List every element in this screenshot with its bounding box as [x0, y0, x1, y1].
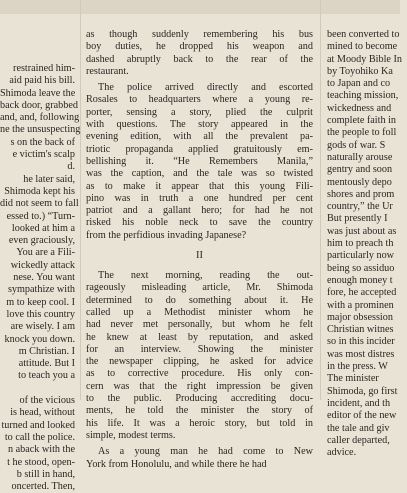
text-line: his life. It was a heroic story, but told in [86, 417, 313, 429]
paragraph-2 [86, 82, 313, 242]
text-line: caller departed, [327, 434, 390, 446]
text-line: to the public. Producing accrediting docu- [86, 393, 313, 405]
text-line: incident, and th [327, 397, 391, 409]
text-line: The minister [327, 373, 379, 385]
text-line: the people to foll [327, 127, 397, 139]
text-line: back door, grabbed [0, 99, 78, 111]
left-gutter [80, 0, 81, 400]
text-line: Christian witnes [327, 324, 394, 336]
text-line: restrained him- [13, 63, 75, 74]
text-line: oncerted. Then, [11, 481, 75, 493]
text-line: major obsession [327, 311, 393, 323]
text-line: by Toyohiko Ka [327, 65, 393, 77]
text-line: did not seem to fall [0, 198, 79, 210]
text-line: evening edition, with all the prevalent pa- [86, 131, 313, 143]
text-line: called up a Methodist minister whom he [86, 306, 313, 318]
text-line: shores and prom [327, 188, 395, 200]
text-line: risked his noble neck to save the country [86, 217, 313, 229]
text-line: for an interview. Showing the minister [86, 343, 313, 355]
text-line: advice. [327, 447, 357, 459]
text-line: m to keep cool. I [6, 296, 75, 308]
text-line: been converted to [327, 29, 400, 40]
text-line: York from Honolulu, and while there he had [86, 458, 267, 470]
text-line: sympathize with [7, 284, 75, 296]
text-line: As a young man he had come to New [98, 446, 313, 458]
text-line: he later said, [23, 173, 75, 185]
text-line: and, and, following [0, 112, 80, 124]
text-line: patriot and a gallant hero; for had he not [86, 205, 313, 217]
text-line: is head, without [10, 407, 75, 419]
text-line: pino was in truth a one hundred per cent [86, 192, 313, 204]
text-line: knock you down. [4, 333, 75, 345]
text-line: as though suddenly remembering his bus [86, 29, 313, 40]
text-line: nese. You want [13, 272, 75, 284]
text-line: turned and looked [1, 419, 75, 431]
text-line: ne the unsuspecting [0, 124, 81, 136]
text-line: to teach you a [18, 370, 75, 382]
left-page-text-column [0, 0, 81, 493]
text-line: attitude. But I [18, 358, 75, 370]
right-gutter [320, 0, 321, 400]
text-line: Shimoda kept his [4, 185, 75, 197]
text-line [0, 383, 75, 395]
text-line: he knew at least by reputation, and asked [86, 331, 313, 343]
text-line: d. [67, 161, 75, 173]
text-line: n aback with the [7, 444, 75, 456]
text-line: The next morning, reading the out- [98, 270, 313, 282]
text-line: being so assiduo [327, 262, 395, 274]
text-line: mentously depo [327, 176, 392, 188]
text-line: country,” the Ur [327, 201, 393, 213]
text-line: ments, he told the minister the story of [86, 405, 313, 417]
text-line: Shimoda leave the [0, 87, 76, 99]
text-line: as to make it appear that this young Fili- [86, 180, 313, 192]
text-line: Rosales to headquarters where a young re- [86, 94, 313, 106]
text-line: aid paid his bill. [9, 75, 75, 87]
text-line: of the vicious [19, 395, 75, 407]
text-line: are wisely. I am [10, 321, 75, 333]
paragraph-3 [86, 270, 313, 442]
text-line: to call the police. [4, 431, 75, 443]
paragraph-1 [86, 29, 313, 78]
text-line: complete faith in [327, 115, 397, 127]
text-line: rageously misleading article, Mr. Shimoda [86, 282, 313, 294]
text-line: Shimoda, go first [327, 385, 398, 397]
text-line: gods of war. S [327, 139, 386, 151]
text-line: m Christian. I [18, 345, 75, 357]
text-line: porter, sensing a story, plied the culprit [86, 106, 313, 118]
text-line: mined to become [327, 41, 398, 53]
text-line: b still in hand, [16, 468, 75, 480]
text-line: cern was that the right impression be given [86, 380, 313, 392]
text-line: bellishing it. “He Remembers Manila,” [86, 155, 313, 167]
text-line: fore, he accepted [327, 287, 397, 299]
text-line: even graciously, [8, 235, 75, 247]
text-line: You are a Fili- [16, 247, 75, 259]
text-line: editor of the new [327, 410, 397, 422]
text-line: looked at him a [11, 222, 75, 234]
text-line: gentry and soon [327, 164, 393, 176]
text-line: determined to do something about it. He [86, 294, 313, 306]
text-line: was just about as [327, 225, 397, 237]
text-line: from the perfidious invading Japanese? [86, 229, 247, 241]
text-line: dashed abruptly back to the rear of the [86, 53, 313, 65]
text-line: with questions. The story appeared in the [86, 119, 313, 131]
text-line: had never met personally, but whom he felt [86, 319, 313, 331]
text-line: him to preach th [327, 238, 394, 250]
text-line: was the caption, and the tale was so twisted [86, 168, 313, 180]
text-line: essed to.) “Turn- [6, 210, 75, 222]
text-line: s on the back of [10, 136, 75, 148]
text-line: particularly now [327, 250, 395, 262]
text-line: wickedness and [327, 102, 392, 114]
text-line: love this country [6, 308, 75, 320]
text-line: was most distres [327, 348, 395, 360]
text-line: in the press. W [327, 361, 388, 373]
text-line: But presently I [327, 213, 388, 225]
text-line: with a prominen [327, 299, 394, 311]
paragraph-4 [86, 446, 313, 471]
text-line: to Japan and co [327, 78, 391, 90]
section-number: II [196, 250, 203, 262]
text-line: the newspaper clipping, he asked for advice [86, 356, 313, 368]
text-line: enough money t [327, 274, 393, 286]
text-line: wickedly attack [10, 259, 75, 271]
text-line: e victim's scalp [12, 149, 75, 161]
right-page-text-column [327, 0, 407, 459]
text-line: simple, modest terms. [86, 429, 176, 441]
text-line: at Moody Bible In [327, 53, 402, 65]
text-line: The police arrived directly and escorted [98, 82, 313, 94]
text-line: restaurant. [86, 65, 129, 77]
text-line: teaching mission, [327, 90, 399, 102]
center-page-text-column [86, 0, 313, 470]
text-line: naturally arouse [327, 151, 393, 163]
text-line: as to corrective procedure. His only con- [86, 368, 313, 380]
text-line: triotic propaganda applied gratuitously em- [86, 143, 313, 155]
text-line: t he stood, open- [7, 456, 75, 468]
text-line: the tale and giv [327, 422, 390, 434]
text-line: so in this incider [327, 336, 395, 348]
text-line: boy duties, he dropped his weapon and [86, 41, 313, 53]
